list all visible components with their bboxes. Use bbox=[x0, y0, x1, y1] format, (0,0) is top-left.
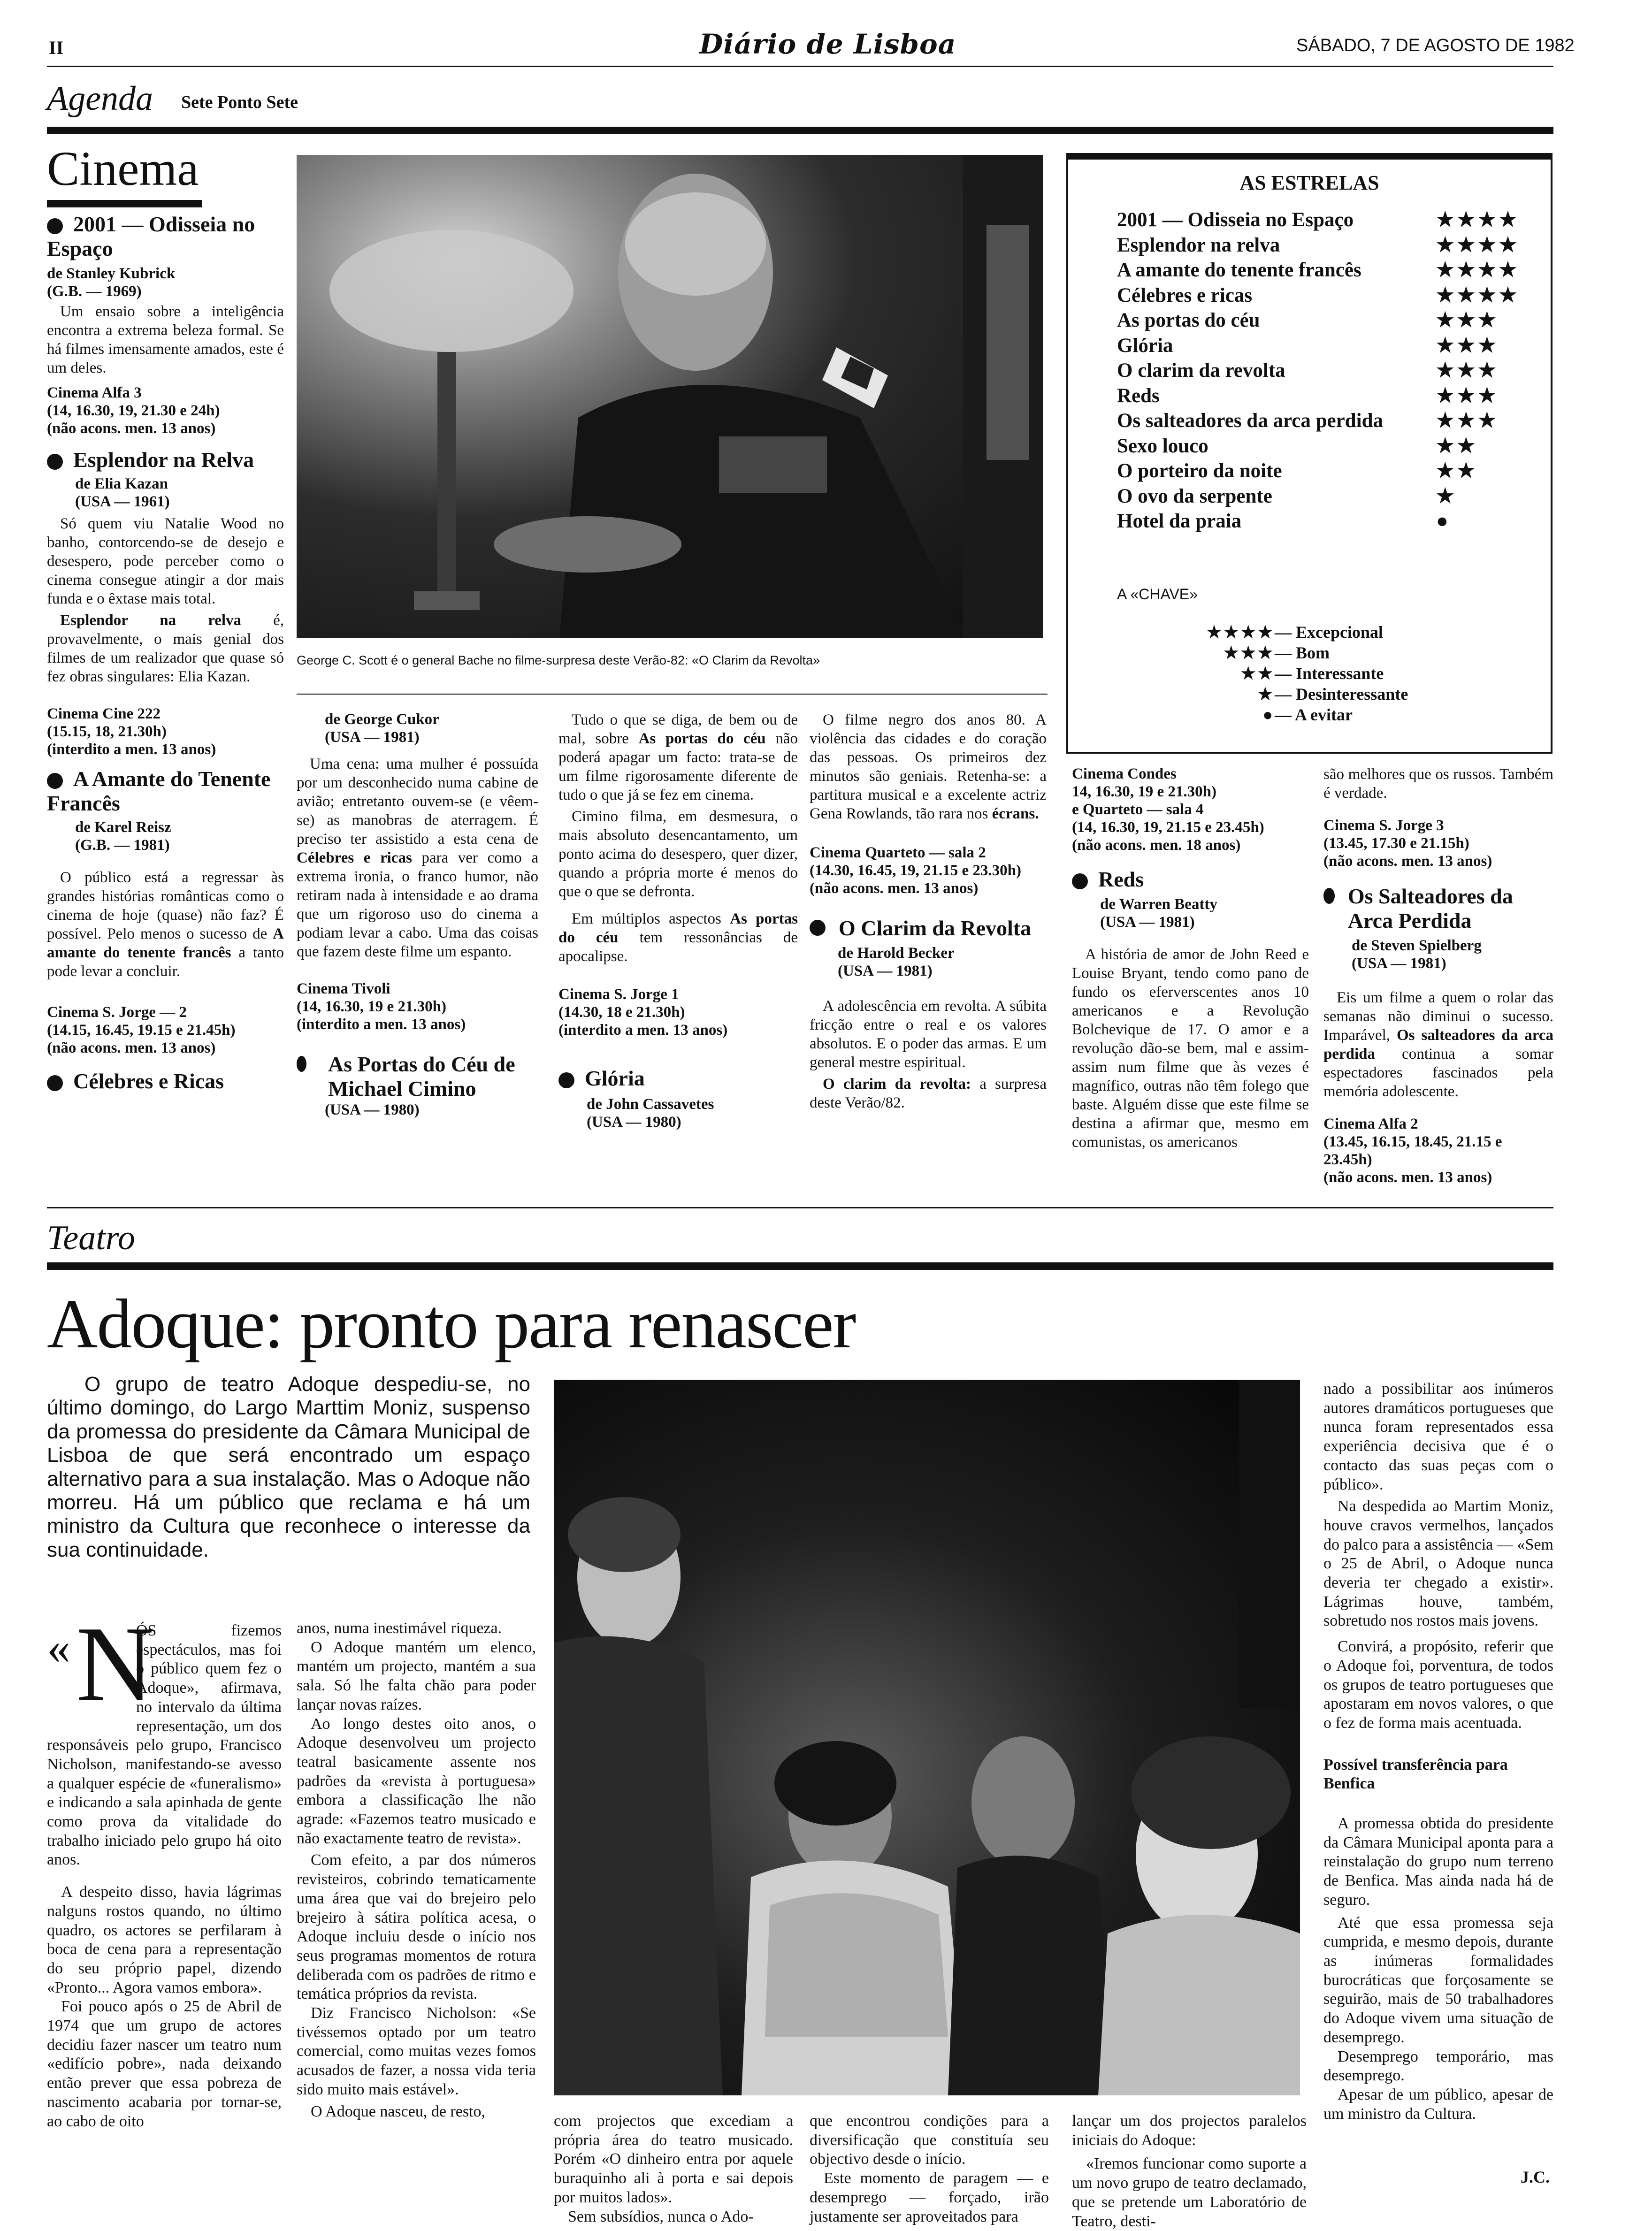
cinema-rating: (não acons. men. 13 anos) bbox=[1323, 853, 1492, 870]
cinema-name: Cinema Condes bbox=[1072, 765, 1177, 782]
key-symbol-icon: ● bbox=[1262, 705, 1275, 724]
movie-title-2001: 2001 — Odisseia no Espaço bbox=[47, 212, 255, 260]
star-rating-row bbox=[1117, 484, 1525, 509]
cinema-rating: (não acons. men. 13 anos) bbox=[1323, 1169, 1492, 1186]
film-name: Hotel da praia bbox=[1117, 510, 1242, 532]
movie-director: de Elia Kazan bbox=[75, 475, 168, 492]
teatro-lead: O grupo de teatro Adoque despediu-se, no último domingo, do Largo Marttim Moniz, suspenso da promessa do presidente da Câmara Municipal de Lisboa de que será encontrado um espaço alternativo para a sua instalação. Mas o Adoque não morreu. Há um público que reclama e há um ministro da Cultura que reconhece o interesse da sua continuidade. bbox=[47, 1373, 530, 1561]
teatro-section-title: Teatro bbox=[47, 1219, 135, 1257]
cinema-times: (14.30, 18 e 21.30h) bbox=[558, 1004, 685, 1021]
film-name: As portas do céu bbox=[1117, 309, 1260, 331]
cinema-rating: (interdito a men. 13 anos) bbox=[558, 1022, 728, 1039]
article-paragraph: Convirá, a propósito, referir que o Adoque foi, porventura, de todos os grupos de teatro portugueses que apostaram em novos valores, o que o fez de forma mais acentuada. bbox=[1323, 1638, 1553, 1732]
star-rating-row bbox=[1117, 233, 1525, 258]
teatro-column-4 bbox=[1323, 1380, 1553, 2124]
bullet-icon bbox=[810, 920, 826, 936]
star-rating-row bbox=[1117, 509, 1525, 534]
key-symbol-icon: ★ bbox=[1257, 685, 1275, 703]
teatro-rule bbox=[47, 1262, 1553, 1270]
film-name: Sexo louco bbox=[1117, 435, 1208, 457]
film-name: Glória bbox=[1117, 334, 1173, 357]
cinema-times: (14, 16.30, 19 e 21.30h) bbox=[297, 998, 446, 1015]
movie-review: Eis um filme a quem o rolar das semanas não diminui o sucesso. Imparável, Os salteadores da arca perdida continua a somar espectadores fascinados pela memória adolescente. bbox=[1323, 989, 1553, 1100]
article-paragraph: lançar um dos projectos paralelos iniciais do Adoque: bbox=[1072, 2112, 1307, 2149]
section-subtitle: Sete Ponto Sete bbox=[181, 92, 298, 112]
star-rating-row bbox=[1117, 434, 1525, 459]
star-rating-icon: ★★★★ bbox=[1436, 234, 1520, 256]
movie-origin: (USA — 1981) bbox=[325, 729, 420, 746]
teatro-column-2 bbox=[297, 1619, 536, 2121]
paper-name: Diário de Lisboa bbox=[699, 28, 956, 60]
star-rating-icon: ★ bbox=[1436, 485, 1457, 507]
star-rating-icon: ★★★ bbox=[1436, 359, 1499, 382]
issue-date: SÁBADO, 7 DE AGOSTO DE 1982 bbox=[1296, 36, 1575, 55]
cinema-column-2 bbox=[297, 711, 538, 1119]
dropcap bbox=[47, 1604, 154, 1724]
section-rule bbox=[47, 127, 1553, 134]
movie-review: são melhores que os russos. Também é verdade. bbox=[1323, 766, 1553, 802]
cinema-column-5 bbox=[1072, 765, 1309, 1154]
cinema-name: Cinema Alfa 3 bbox=[47, 384, 142, 401]
cinema-column-6 bbox=[1323, 765, 1553, 1186]
movie-director: de Warren Beatty bbox=[1100, 896, 1217, 913]
general-photo-illustration bbox=[297, 155, 1043, 638]
teatro-rule-top bbox=[47, 1207, 1553, 1208]
movie-review: Esplendor na relva é, provavelmente, o mais genial dos filmes de um realizador que quase só fez obras singulares: Elia Kazan. bbox=[47, 612, 284, 685]
film-name: Os salteadores da arca perdida bbox=[1117, 410, 1383, 432]
masthead-rule bbox=[47, 66, 1553, 67]
movie-director: de John Cassavetes bbox=[587, 1096, 714, 1113]
section-title: Agenda bbox=[47, 79, 153, 118]
teatro-photo bbox=[554, 1380, 1300, 2095]
movie-director: de Stanley Kubrick bbox=[47, 265, 176, 282]
star-rating-icon: ★★ bbox=[1436, 460, 1478, 482]
movie-review: Cimino filma, em desmesura, o mais absoluto desencantamento, um ponto acima do desespero, quer dizer, quando a própria morte é menos do que o que se defronta. bbox=[558, 808, 798, 900]
photo-caption: George C. Scott é o general Bache no filme-surpresa deste Verão-82: «O Clarim da Revolta» bbox=[297, 653, 820, 667]
film-name: 2001 — Odisseia no Espaço bbox=[1117, 209, 1354, 231]
movie-review: Um ensaio sobre a inteligência encontra a extrema beleza formal. Se há filmes imensamente amados, este é um deles. bbox=[47, 303, 284, 376]
cinema-title-underline bbox=[47, 200, 202, 207]
movie-origin: (G.B. — 1981) bbox=[75, 837, 170, 854]
key-symbol-icon: ★★ bbox=[1240, 664, 1275, 683]
key-row bbox=[1171, 642, 1500, 663]
estrelas-title: AS ESTRELAS bbox=[1239, 171, 1379, 194]
article-paragraph: O Adoque nasceu, de resto, bbox=[311, 2102, 486, 2120]
movie-origin: (USA — 1980) bbox=[325, 1101, 420, 1118]
cinema-times: (14.30, 16.45, 19, 21.15 e 23.30h) bbox=[810, 862, 1021, 879]
movie-origin: (G.B. — 1969) bbox=[47, 283, 142, 300]
cinema-rating: (não acons. men. 13 anos) bbox=[47, 420, 216, 437]
bullet-icon bbox=[47, 773, 63, 789]
cinema-times: 14, 16.30, 19 e 21.30h) bbox=[1072, 783, 1216, 800]
movie-title-clarim: O Clarim da Revolta bbox=[810, 916, 1047, 940]
cinema-name: Cinema S. Jorge — 2 bbox=[47, 1004, 187, 1021]
cinema-times: (13.45, 16.15, 18.45, 21.15 e 23.45h) bbox=[1323, 1133, 1502, 1168]
cinema-photo bbox=[297, 155, 1043, 638]
star-rating-row bbox=[1117, 258, 1525, 283]
article-paragraph: «Iremos funcionar como suporte a um novo grupo de teatro declamado, que se pretende um Laboratório de Teatro, desti- bbox=[1072, 2155, 1307, 2230]
article-paragraph: Diz Francisco Nicholson: «Se tivéssemos optado por um teatro comercial, como muitas vezes fomos acusados de fazer, a nossa vida teria sido muito mais estável». bbox=[297, 2004, 536, 2098]
film-name: O ovo da serpente bbox=[1117, 485, 1272, 507]
key-row bbox=[1171, 622, 1500, 642]
teatro-below-2 bbox=[810, 2112, 1049, 2226]
movie-title-portas: As Portas do Céu de Michael Cimino bbox=[297, 1052, 538, 1101]
film-name: Esplendor na relva bbox=[1117, 234, 1280, 256]
movie-title-amante: A Amante do Tenente Francês bbox=[47, 767, 271, 815]
movie-title-reds: Reds bbox=[1072, 867, 1309, 892]
film-name: O porteiro da noite bbox=[1117, 460, 1282, 482]
movie-review: A história de amor de John Reed e Louise Bryant, tendo como pano de fundo os eferverscentes anos 10 americanos e a Revolução Bolchevique de 17. O amor e a revolução dão-se bem, mal e assim-assim num filme que às vezes é magnífico, outras não têm folego que baste. Alguém disse que este filme se destina a afirmar que, mesmo em comunistas, os americanos bbox=[1072, 946, 1309, 1151]
film-name: Célebres e ricas bbox=[1117, 284, 1253, 306]
movie-review: Tudo o que se diga, de bem ou de mal, sobre As portas do céu não poderá apagar um facto: trata-se de um filme rigorosamente diferente de tudo o que já se fez em cinema. bbox=[558, 711, 798, 803]
movie-review: O público está a regressar às grandes histórias românticas como o cinema de hoje (quase) não faz? É possível. Pelo menos o sucesso de A amante do tenente francês a tanto pode levar a concluir. bbox=[47, 869, 284, 980]
star-rating-icon: ● bbox=[1436, 510, 1451, 532]
movie-origin: (USA — 1981) bbox=[1100, 914, 1195, 931]
star-rating-row bbox=[1117, 408, 1525, 434]
movie-review: A adolescência em revolta. A súbita fricção entre o real e os valores absolutos. E o poder das armas. E um general mestre espiritual. bbox=[810, 998, 1047, 1071]
star-rating-icon: ★★★ bbox=[1436, 309, 1499, 331]
article-paragraph: Desemprego temporário, mas desemprego. bbox=[1323, 2048, 1553, 2085]
star-rating-icon: ★★★ bbox=[1436, 410, 1499, 432]
key-label: — Bom bbox=[1275, 643, 1330, 662]
cinema-times: (14, 16.30, 19, 21.30 e 24h) bbox=[47, 402, 220, 419]
key-symbol-icon: ★★★★ bbox=[1206, 623, 1275, 642]
star-rating-row bbox=[1117, 333, 1525, 359]
movie-title-celebres: Célebres e Ricas bbox=[47, 1069, 284, 1093]
teatro-below-3 bbox=[1072, 2112, 1307, 2231]
star-rating-row bbox=[1117, 207, 1525, 233]
movie-origin: (USA — 1961) bbox=[75, 493, 170, 510]
cinema-rating: (não acons. men. 18 anos) bbox=[1072, 837, 1241, 854]
article-paragraph: A despeito disso, havia lágrimas nalguns rostos quando, no último quadro, os actores se perfilaram à boca de cena para a representação do seu próprio papel, dizendo «Pronto... Agora vamos embora». bbox=[47, 1883, 282, 1996]
key-label: — Excepcional bbox=[1275, 623, 1383, 642]
star-rating-icon: ★★★ bbox=[1436, 334, 1499, 357]
bullet-icon bbox=[1323, 888, 1335, 904]
cinema-name: Cinema Cine 222 bbox=[47, 705, 161, 722]
article-signature: J.C. bbox=[1521, 2168, 1550, 2186]
cinema-column-4 bbox=[810, 711, 1047, 1115]
actors-photo-illustration bbox=[554, 1380, 1300, 2095]
caption-rule bbox=[297, 694, 1048, 695]
article-paragraph: Na despedida ao Martim Moniz, houve cravos vermelhos, lançados do palco para a assistência — «Sem o 25 de Abril, o Adoque nunca deveria ter chegado a existir». Lágrimas houve, também, sobretudo nos rostos mais jovens. bbox=[1323, 1498, 1553, 1630]
movie-director: de Steven Spielberg bbox=[1352, 937, 1482, 954]
article-paragraph: ÓS fizemos espectáculos, mas foi o público quem fez o Adoque», afirmava, no intervalo da última representação, um dos responsáveis pelo grupo, Francisco Nicholson, manifestando-se avesso a qualquer espécie de «funeralismo» e indicando a sala apinhada de gente como prova da vitalidade do trabalho iniciado pelo grupo há oito anos. bbox=[47, 1622, 282, 1869]
bullet-icon bbox=[1072, 873, 1088, 889]
key-list bbox=[1171, 622, 1500, 725]
teatro-headline: Adoque: pronto para renascer bbox=[47, 1285, 856, 1363]
article-paragraph: anos, numa inestimável riqueza. bbox=[297, 1620, 502, 1637]
cinema-column-3 bbox=[558, 711, 798, 1131]
cinema-name: Cinema Quarteto — sala 2 bbox=[810, 844, 986, 861]
movie-title-gloria: Glória bbox=[558, 1066, 798, 1091]
movie-review: Uma cena: uma mulher é possuída por um desconhecido numa cabine de avião; entretanto ouvem-se (e vêem-se) as manobras de aterragem. É preciso ter assistido a esta cena de Célebres e ricas para ver como a extrema ironia, o franco humor, não retiram nada à intensidade e ao drama que um rigoroso uso do cinema a podiam levar a cabo. Uma das coisas que fazem deste filme um espanto. bbox=[297, 756, 538, 960]
cinema-rating: (não acons. men. 13 anos) bbox=[47, 1039, 216, 1056]
article-paragraph: Apesar de um público, apesar de um ministro da Cultura. bbox=[1323, 2086, 1553, 2123]
cinema-name: Cinema S. Jorge 3 bbox=[1323, 817, 1444, 834]
cinema-rating: (não acons. men. 13 anos) bbox=[810, 880, 979, 897]
star-rating-icon: ★★ bbox=[1436, 435, 1478, 457]
movie-origin: (USA — 1980) bbox=[587, 1114, 681, 1131]
cinema-rating: (interdito a men. 13 anos) bbox=[47, 741, 216, 758]
star-rating-icon: ★★★★ bbox=[1436, 259, 1520, 281]
movie-review: Em múltiplos aspectos As portas do céu tem ressonâncias de apocalipse. bbox=[558, 910, 798, 965]
film-name: O clarim da revolta bbox=[1117, 359, 1285, 382]
cinema-name: Cinema S. Jorge 1 bbox=[558, 986, 679, 1003]
cinema-title: Cinema bbox=[47, 142, 199, 196]
movie-review: O filme negro dos anos 80. A violência das cidades e do coração das pessoas. Os primeiros dez minutos são geniais. Retenha-se: a partitura musical e a excelente actriz Gena Rowlands, tão rara nos écrans. bbox=[810, 711, 1047, 822]
page-number: II bbox=[49, 37, 64, 58]
star-rating-row bbox=[1117, 283, 1525, 308]
star-rating-icon: ★★★ bbox=[1436, 384, 1499, 407]
dropcap-letter: N bbox=[76, 1604, 154, 1724]
article-paragraph: Sem subsídios, nunca o Ado- bbox=[568, 2208, 754, 2225]
dropcap-quote: « bbox=[47, 1621, 70, 1673]
movie-title-salteadores: Os Salteadores da Arca Perdida bbox=[1323, 884, 1553, 933]
star-rating-row bbox=[1117, 383, 1525, 409]
cinema-rating: (interdito a men. 13 anos) bbox=[297, 1016, 466, 1033]
bullet-icon bbox=[47, 454, 63, 470]
cinema-name: Cinema Alfa 2 bbox=[1323, 1116, 1418, 1132]
key-row bbox=[1171, 684, 1500, 704]
star-rating-row bbox=[1117, 308, 1525, 333]
article-paragraph: Ao longo destes oito anos, o Adoque desenvolveu um projecto teatral basicamente assente nos padrões da «revista à portuguesa» embora a classificação lhe não agrade: «Fazemos teatro musicado e não exactamente teatro de revista». bbox=[297, 1715, 536, 1847]
cinema-times: (13.45, 17.30 e 21.15h) bbox=[1323, 835, 1469, 852]
key-label: — Interessante bbox=[1275, 664, 1384, 683]
estrelas-inner-rule bbox=[1068, 155, 1551, 160]
star-rating-row bbox=[1117, 358, 1525, 383]
movie-title-esplendor: Esplendor na Relva bbox=[47, 448, 284, 472]
film-name: A amante do tenente francês bbox=[1117, 259, 1361, 281]
article-paragraph: Este momento de paragem — e desemprego — forçado, irão justamente ser aproveitados para bbox=[810, 2170, 1049, 2225]
article-paragraph: Até que essa promessa seja cumprida, e mesmo depois, durante as inúmeras formalidades burocráticas que forçosamente se seguirão, mais de 50 trabalhadores do Adoque vivem uma situação de desemprego. bbox=[1323, 1914, 1553, 2046]
article-paragraph: Com efeito, a par dos números revisteiros, cobrindo tematicamente uma área que vai do brejeiro pelo brejeiro à sátira política acesa, o Adoque incluiu desde o início nos seus programas momentos de rotura deliberada com os padrões de ritmo e temática próprios da revista. bbox=[297, 1851, 536, 2003]
star-rating-icon: ★★★★ bbox=[1436, 209, 1520, 231]
movie-origin: (USA — 1981) bbox=[838, 963, 933, 979]
key-symbol-icon: ★★★ bbox=[1224, 643, 1275, 662]
article-paragraph: Foi pouco após o 25 de Abril de 1974 que um grupo de actores decidiu fazer nascer um teatro num «edifício pobre», nada deixando então prever que essa pobreza de nascimento acabaria por tornar-se, ao cabo de oito bbox=[47, 1998, 282, 2130]
teatro-column-1 bbox=[47, 1604, 282, 2131]
cinema-name: Cinema Tivoli bbox=[297, 980, 390, 997]
bullet-icon bbox=[297, 1056, 306, 1072]
bullet-icon bbox=[47, 218, 63, 234]
film-name: Reds bbox=[1117, 384, 1160, 407]
movie-director: de George Cukor bbox=[325, 711, 439, 728]
key-row bbox=[1171, 663, 1500, 684]
star-rating-icon: ★★★★ bbox=[1436, 284, 1520, 306]
teatro-below-1 bbox=[554, 2112, 793, 2226]
estrelas-box bbox=[1066, 153, 1553, 754]
movie-origin: (USA — 1981) bbox=[1352, 955, 1446, 972]
key-label: — A evitar bbox=[1275, 705, 1353, 724]
cinema-times: (15.15, 18, 21.30h) bbox=[47, 723, 167, 740]
cinema-column-1 bbox=[47, 212, 284, 1093]
article-paragraph: nado a possibilitar aos inúmeros autores dramáticos portugueses que nunca foram representados essa experiência decisiva que é o contacto das suas peças com o público». bbox=[1323, 1380, 1553, 1493]
movie-review: O clarim da revolta: a surpresa deste Verão/82. bbox=[810, 1076, 1047, 1111]
movie-director: de Harold Becker bbox=[838, 945, 955, 962]
star-rating-row bbox=[1117, 458, 1525, 484]
key-row bbox=[1171, 704, 1500, 725]
cinema-times: (14.15, 16.45, 19.15 e 21.45h) bbox=[47, 1022, 236, 1039]
bullet-icon bbox=[47, 1075, 63, 1091]
article-paragraph: A promessa obtida do presidente da Câmara Municipal aponta para a reinstalação do grupo num terreno de Benfica. Mas ainda nada há de seguro. bbox=[1323, 1815, 1553, 1909]
estrelas-list bbox=[1117, 207, 1525, 534]
bullet-icon bbox=[558, 1072, 574, 1088]
movie-director: de Karel Reisz bbox=[75, 819, 171, 836]
cinema-times: (14, 16.30, 19, 21.15 e 23.45h) bbox=[1072, 819, 1264, 836]
article-paragraph: O Adoque mantém um elenco, mantém um projecto, mantém a sua sala. Só lhe falta chão para poder lançar novas raízes. bbox=[297, 1638, 536, 1713]
article-paragraph: com projectos que excediam a própria área do teatro musicado. Porém «O dinheiro entra por aquele buraquinho ali à porta e sai depois por muitos lados». bbox=[554, 2112, 793, 2206]
key-title: A «CHAVE» bbox=[1117, 586, 1198, 603]
cinema-name: e Quarteto — sala 4 bbox=[1072, 801, 1204, 818]
article-paragraph: que encontrou condições para a diversificação que constituía seu objectivo desde o início. bbox=[810, 2112, 1049, 2168]
article-subheading: Possível transferência para Benfica bbox=[1323, 1756, 1508, 1793]
movie-review: Só quem viu Natalie Wood no banho, contorcendo-se de desejo e desespero, pode perceber como o cinema consegue atingir a dor mais funda e o êxtase mais total. bbox=[47, 515, 284, 607]
key-label: — Desinteressante bbox=[1275, 685, 1408, 703]
